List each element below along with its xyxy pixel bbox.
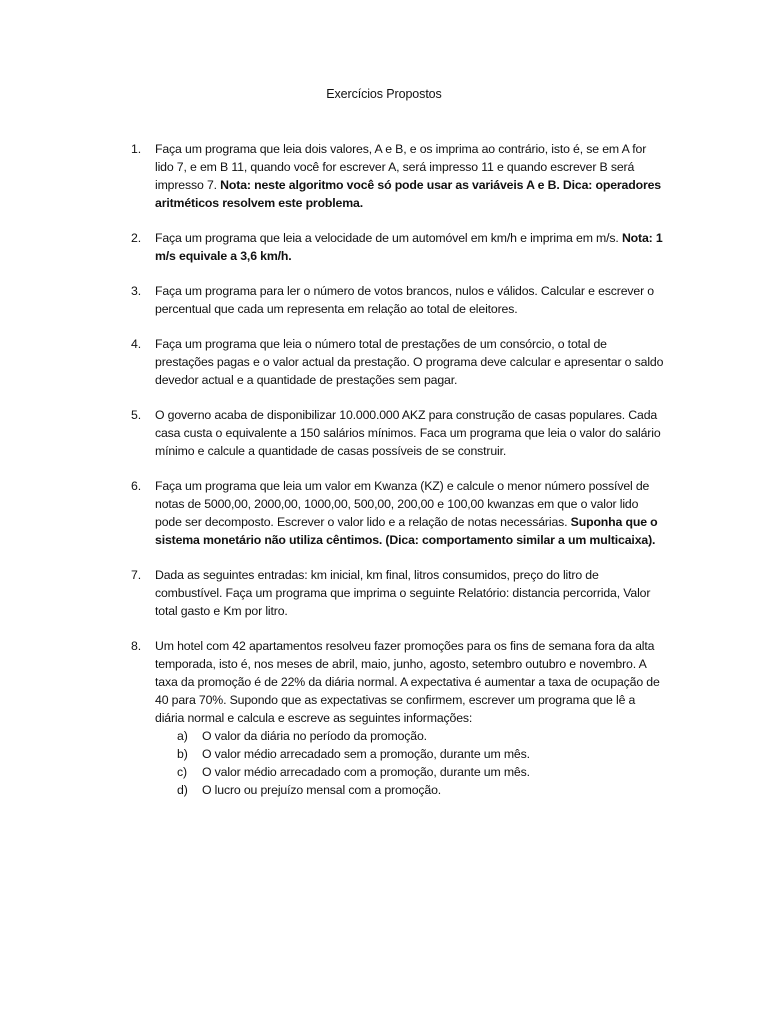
exercise-number: 8. bbox=[131, 639, 141, 653]
exercise-item bbox=[131, 566, 666, 620]
exercise-note: Nota: neste algoritmo você só pode usar as variáveis A e B. Dica: operadores aritméticos resolvem este problema. bbox=[155, 178, 661, 210]
exercise-text: Um hotel com 42 apartamentos resolveu fazer promoções para os fins de semana fora da alta temporada, isto é, nos meses de abril, maio, junho, agosto, setembro outubro e novembro. A taxa da promoção é de 22% da diária normal. A expectativa é aumentar a taxa de ocupação de 40 para 70%. Supondo que as expectativas se confirmem, escrever um programa que lê a diária normal e calcula e escreve as seguintes informações: bbox=[155, 639, 660, 725]
subitem-letter: c) bbox=[177, 765, 187, 779]
subitem-text: O valor médio arrecadado com a promoção, durante um mês. bbox=[202, 765, 530, 779]
exercise-text: Faça um programa que leia a velocidade de um automóvel em km/h e imprima em m/s. bbox=[155, 231, 619, 245]
exercise-number: 7. bbox=[131, 568, 141, 582]
exercise-note: Nota: 1 m/s equivale a 3,6 km/h. bbox=[155, 231, 663, 263]
subitem-text: O valor médio arrecadado sem a promoção, durante um mês. bbox=[202, 747, 530, 761]
subitem-text: O valor da diária no período da promoção. bbox=[202, 729, 427, 743]
exercise-note: Suponha que o sistema monetário não utiliza cêntimos. (Dica: comportamento similar a um multicaixa). bbox=[155, 515, 658, 547]
subitem-letter: d) bbox=[177, 783, 188, 797]
exercise-item bbox=[131, 282, 666, 318]
subitem bbox=[177, 781, 666, 799]
exercise-number: 3. bbox=[131, 284, 141, 298]
exercise-item bbox=[131, 637, 666, 799]
subitem-letter: a) bbox=[177, 729, 188, 743]
exercise-text: Faça um programa para ler o número de votos brancos, nulos e válidos. Calcular e escrever o percentual que cada um representa em relação ao total de eleitores. bbox=[155, 284, 654, 316]
exercise-number: 5. bbox=[131, 408, 141, 422]
exercise-item bbox=[131, 335, 666, 389]
exercise-item bbox=[131, 229, 666, 265]
subitem-list bbox=[155, 727, 666, 799]
subitem bbox=[177, 763, 666, 781]
subitem-text: O lucro ou prejuízo mensal com a promoção. bbox=[202, 783, 442, 797]
exercise-text: Dada as seguintes entradas: km inicial, km final, litros consumidos, preço do litro de combustível. Faça um programa que imprima o seguinte Relatório: distancia percorrida, Valor total gasto e Km por litro. bbox=[155, 568, 651, 618]
exercise-text: Faça um programa que leia um valor em Kwanza (KZ) e calcule o menor número possível de notas de 5000,00, 2000,00, 1000,00, 500,00, 200,00 e 100,00 kwanzas em que o valor lido pode ser decomposto. Escrever o valor lido e a relação de notas necessárias. bbox=[155, 479, 650, 529]
subitem bbox=[177, 745, 666, 763]
subitem bbox=[177, 727, 666, 745]
exercise-text: Faça um programa que leia o número total de prestações de um consórcio, o total de prestações pagas e o valor actual da prestação. O programa deve calcular e apresentar o saldo devedor actual e a quantidade de prestações sem pagar. bbox=[155, 337, 664, 387]
exercise-item bbox=[131, 406, 666, 460]
exercise-item bbox=[131, 477, 666, 549]
exercise-number: 2. bbox=[131, 231, 141, 245]
subitem-letter: b) bbox=[177, 747, 188, 761]
exercise-item bbox=[131, 140, 666, 212]
exercise-number: 4. bbox=[131, 337, 141, 351]
page-title: Exercícios Propostos bbox=[326, 87, 442, 101]
exercise-number: 6. bbox=[131, 479, 141, 493]
exercise-list bbox=[131, 140, 666, 816]
exercise-text: O governo acaba de disponibilizar 10.000.000 AKZ para construção de casas populares. Cada casa custa o equivalente a 150 salários mínimos. Faca um programa que leia o valor do salário mínimo e calcule a quantidade de casas possíveis de se construir. bbox=[155, 408, 661, 458]
exercise-number: 1. bbox=[131, 142, 141, 156]
exercise-text: Faça um programa que leia dois valores, A e B, e os imprima ao contrário, isto é, se em A for lido 7, e em B 11, quando você for escrever A, será impresso 11 e quando escrever B será impresso 7. bbox=[155, 142, 647, 192]
